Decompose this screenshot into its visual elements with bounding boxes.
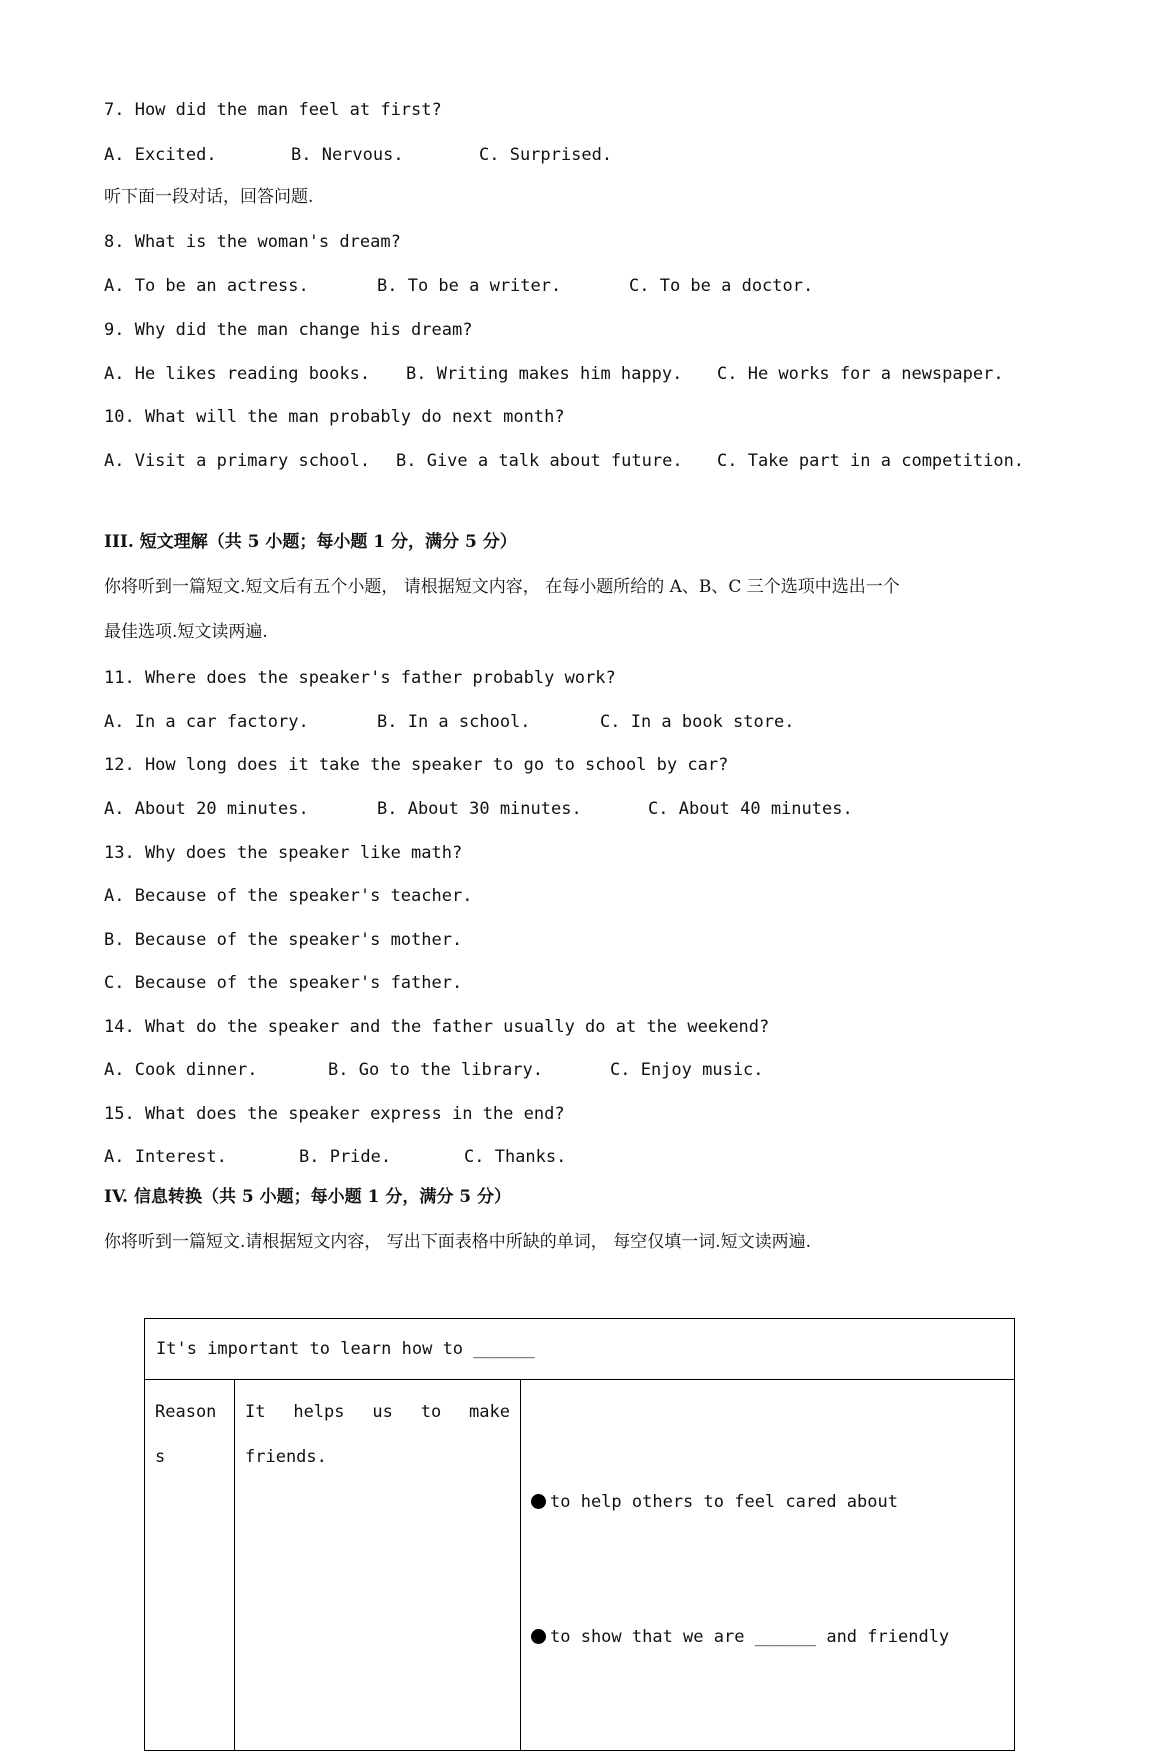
- bullet-item-1: to help others to feel cared about: [531, 1480, 1004, 1525]
- bullet-dot-icon: [531, 1494, 546, 1509]
- option-b: B. In a school.: [377, 712, 531, 732]
- bullet-dot-icon: [531, 1629, 546, 1644]
- question-13-stem: 13. Why does the speaker like math?: [104, 843, 463, 863]
- question-13-option-c: C. Because of the speaker's father.: [104, 973, 463, 993]
- question-9-stem: 9. Why did the man change his dream?: [104, 320, 473, 340]
- reasons-label: Reasons: [155, 1402, 217, 1467]
- question-8-stem: 8. What is the woman's dream?: [104, 232, 401, 252]
- section-3-instruction-line2: 最佳选项.短文读两遍.: [104, 622, 268, 642]
- question-14-stem: 14. What do the speaker and the father usually do at the weekend?: [104, 1017, 770, 1037]
- question-11-stem: 11. Where does the speaker's father probably work?: [104, 668, 616, 688]
- option-b: B. About 30 minutes.: [377, 799, 582, 819]
- reason-1-line2: friends.: [245, 1447, 327, 1467]
- question-7-stem: 7. How did the man feel at first?: [104, 100, 442, 120]
- option-c: C. He works for a newspaper.: [717, 364, 1004, 384]
- option-a: A. Excited.: [104, 145, 217, 165]
- option-c: C. Take part in a competition.: [717, 451, 1025, 471]
- option-c: C. Enjoy music.: [610, 1060, 764, 1080]
- option-c: C. In a book store.: [600, 712, 795, 732]
- option-b: B. Pride.: [299, 1147, 392, 1167]
- option-c: C. Surprised.: [479, 145, 613, 165]
- question-10-stem: 10. What will the man probably do next month?: [104, 407, 565, 427]
- dialog-instruction: 听下面一段对话，回答问题.: [104, 187, 314, 207]
- option-b: B. Nervous.: [291, 145, 404, 165]
- option-a: A. About 20 minutes.: [104, 799, 309, 819]
- reason-1-cell: [235, 1380, 521, 1751]
- option-b: B. Give a talk about future.: [396, 451, 683, 471]
- option-a: A. Cook dinner.: [104, 1060, 258, 1080]
- option-a: A. Visit a primary school.: [104, 451, 371, 471]
- option-c: C. To be a doctor.: [629, 276, 814, 296]
- question-12-stem: 12. How long does it take the speaker to go to school by car?: [104, 755, 729, 775]
- section-4-title: IV. 信息转换（共 5 小题；每小题 1 分，满分 5 分）: [104, 1187, 512, 1207]
- question-13-option-a: A. Because of the speaker's teacher.: [104, 886, 473, 906]
- bullets-cell: [521, 1380, 1015, 1751]
- option-a: A. Interest.: [104, 1147, 227, 1167]
- table-header-cell: [145, 1319, 1015, 1380]
- section-3-instruction-line1: 你将听到一篇短文.短文后有五个小题， 请根据短文内容， 在每小题所给的 A、B、C 三个选项中选出一个: [104, 577, 900, 597]
- section-3-title: III. 短文理解（共 5 小题；每小题 1 分，满分 5 分）: [104, 532, 517, 552]
- section-4-instruction: 你将听到一篇短文.请根据短文内容， 写出下面表格中所缺的单词， 每空仅填一词.短文读两遍.: [104, 1232, 812, 1252]
- option-a: A. He likes reading books.: [104, 364, 371, 384]
- option-a: A. In a car factory.: [104, 712, 309, 732]
- option-b: B. Writing makes him happy.: [406, 364, 683, 384]
- reason-1-line1: It helps us to make: [245, 1402, 510, 1422]
- option-b: B. Go to the library.: [328, 1060, 543, 1080]
- question-13-option-b: B. Because of the speaker's mother.: [104, 930, 463, 950]
- option-c: C. Thanks.: [464, 1147, 567, 1167]
- table-header-text: It's important to learn how to ______: [156, 1339, 535, 1359]
- information-table: [144, 1318, 1015, 1751]
- bullet-item-2: to show that we are ______ and friendly: [531, 1615, 1004, 1660]
- option-a: A. To be an actress.: [104, 276, 309, 296]
- question-15-stem: 15. What does the speaker express in the end?: [104, 1104, 565, 1124]
- option-b: B. To be a writer.: [377, 276, 562, 296]
- option-c: C. About 40 minutes.: [648, 799, 853, 819]
- reasons-label-cell: [145, 1380, 235, 1751]
